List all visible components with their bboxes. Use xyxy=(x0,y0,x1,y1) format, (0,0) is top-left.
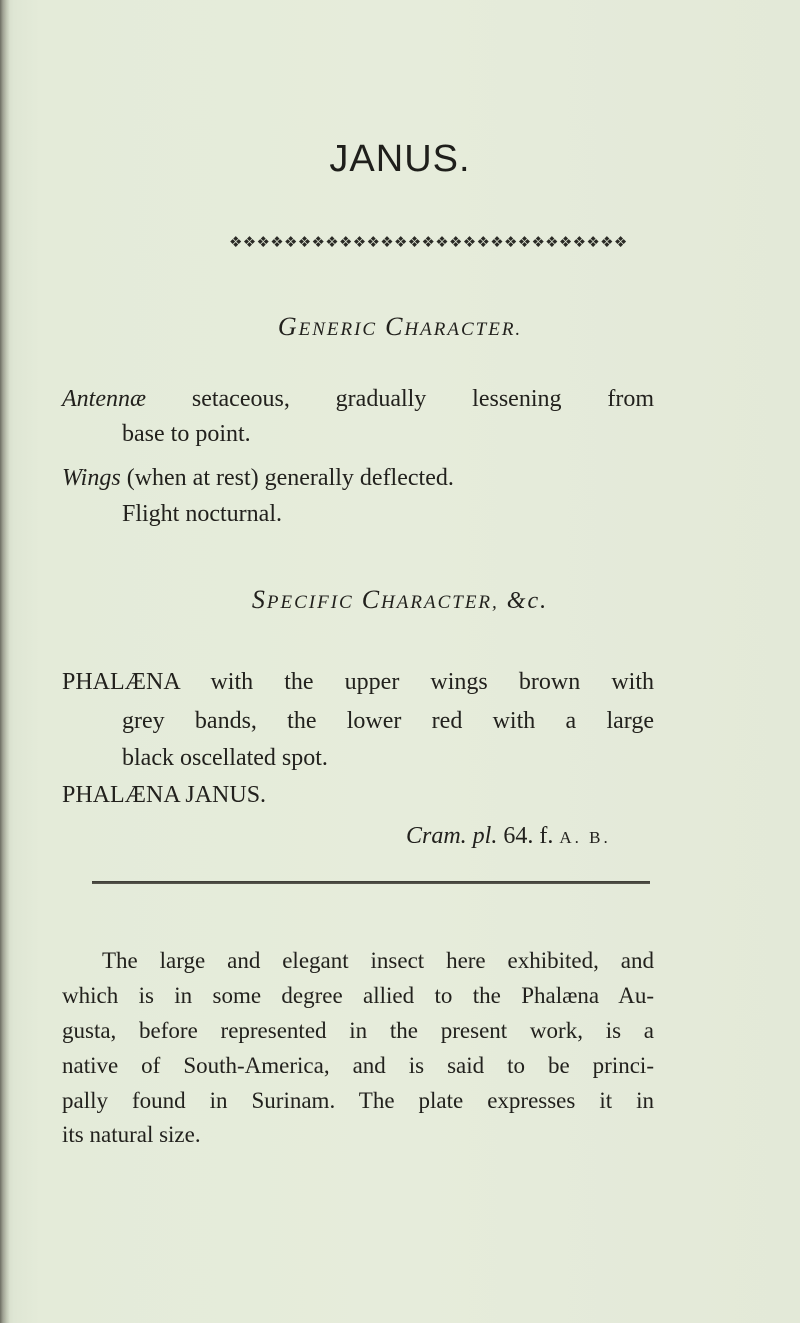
antennae-term: Antennæ xyxy=(62,386,146,412)
specific-line-3: black oscellated spot. xyxy=(122,745,328,771)
description-line-6: its natural size. xyxy=(62,1122,201,1147)
heading-etc: &c. xyxy=(506,588,549,614)
wings-continuation: Flight nocturnal. xyxy=(122,501,282,527)
heading-initial: C xyxy=(385,312,405,341)
description-line-5: pally found in Surinam. The plate expresses it in xyxy=(62,1088,654,1113)
reference-figures: A. B. xyxy=(559,828,611,847)
reference-plate: 64. f. xyxy=(503,823,554,849)
cramer-reference xyxy=(406,820,611,854)
wings-line xyxy=(62,462,454,494)
ornament-divider: ❖❖❖❖❖❖❖❖❖❖❖❖❖❖❖❖❖❖❖❖❖❖❖❖❖❖❖❖❖ xyxy=(229,233,628,251)
specific-line-2: grey bands, the lower red with a large xyxy=(122,708,654,734)
heading-initial: G xyxy=(277,312,299,341)
antennae-continuation: base to point. xyxy=(122,421,251,447)
antennae-description: setaceous, gradually lessening from xyxy=(191,386,654,412)
antennae-line xyxy=(62,383,654,415)
description-line-2: which is in some degree allied to the Phalæna Au- xyxy=(62,983,654,1008)
heading-word: PECIFIC xyxy=(266,592,354,613)
wings-description: (when at rest) generally deflected. xyxy=(126,465,454,491)
reference-source: Cram. pl. xyxy=(406,823,498,849)
heading-initial: S xyxy=(251,585,267,614)
generic-character-heading xyxy=(0,312,800,342)
page-title: JANUS. xyxy=(329,138,471,180)
description-line-4: native of South-America, and is said to be princi- xyxy=(62,1053,654,1078)
heading-word: HARACTER. xyxy=(404,319,523,340)
heading-word: HARACTER, xyxy=(381,592,499,613)
specific-name: PHALÆNA JANUS. xyxy=(62,782,267,808)
description-line-3: gusta, before represented in the present work, is a xyxy=(62,1018,654,1043)
wings-term: Wings xyxy=(62,465,121,491)
heading-initial: C xyxy=(361,585,382,614)
specific-line-1: PHALÆNA with the upper wings brown with xyxy=(62,669,654,695)
section-rule xyxy=(92,881,650,884)
description-line-1: The large and elegant insect here exhibited, and xyxy=(102,948,654,973)
binding-edge xyxy=(0,0,10,1323)
specific-character-heading xyxy=(0,585,800,615)
heading-word: ENERIC xyxy=(298,319,378,340)
